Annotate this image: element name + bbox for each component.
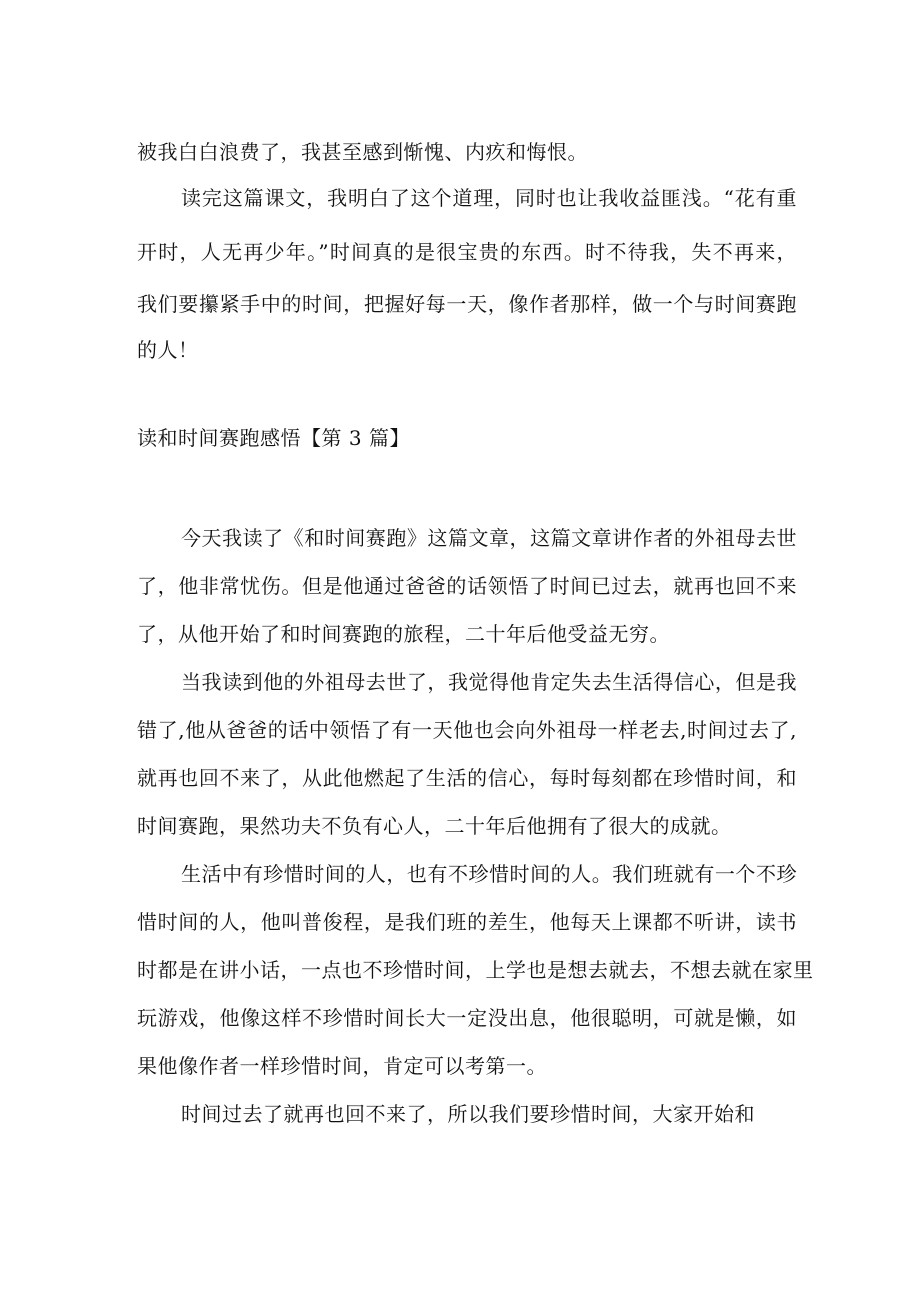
section-heading: 读和时间赛跑感悟【第 3 篇】 <box>137 426 410 450</box>
paragraph-line: 惜时间的人，他叫普俊程，是我们班的差生，他每天上课都不听讲，读书 <box>137 910 797 934</box>
paragraph-line: 了，从他开始了和时间赛跑的旅程，二十年后他受益无穷。 <box>137 622 670 646</box>
paragraph-line: 玩游戏，他像这样不珍惜时间长大一定没出息，他很聪明，可就是懒，如 <box>137 1006 797 1030</box>
paragraph-line: 果他像作者一样珍惜时间，肯定可以考第一。 <box>137 1054 547 1078</box>
paragraph-line: 开时，人无再少年。”时间真的是很宝贵的东西。时不待我，失不再来， <box>137 240 797 264</box>
paragraph-line: 当我读到他的外祖母去世了，我觉得他肯定失去生活得信心，但是我 <box>181 670 797 694</box>
paragraph-line: 错了,他从爸爸的话中领悟了有一天他也会向外祖母一样老去,时间过去了, <box>137 718 797 742</box>
paragraph-line: 生活中有珍惜时间的人，也有不珍惜时间的人。我们班就有一个不珍 <box>181 862 797 886</box>
paragraph-line: 时间赛跑，果然功夫不负有心人，二十年后他拥有了很大的成就。 <box>137 814 732 838</box>
paragraph-line: 我们要攥紧手中的时间，把握好每一天，像作者那样，做一个与时间赛跑 <box>137 292 797 316</box>
paragraph-line: 时都是在讲小话，一点也不珍惜时间，上学也是想去就去，不想去就在家里 <box>137 958 814 982</box>
paragraph-line: 被我白白浪费了，我甚至感到惭愧、内疚和悔恨。 <box>137 140 588 164</box>
paragraph-line: 的人！ <box>137 338 199 362</box>
paragraph-line: 时间过去了就再也回不来了，所以我们要珍惜时间，大家开始和 <box>181 1102 755 1126</box>
paragraph-line: 就再也回不来了，从此他燃起了生活的信心，每时每刻都在珍惜时间，和 <box>137 766 797 790</box>
paragraph-line: 了，他非常忧伤。但是他通过爸爸的话领悟了时间已过去，就再也回不来 <box>137 574 797 598</box>
paragraph-line: 读完这篇课文，我明白了这个道理，同时也让我收益匪浅。“花有重 <box>181 186 797 210</box>
paragraph-line: 今天我读了《和时间赛跑》这篇文章，这篇文章讲作者的外祖母去世 <box>181 526 797 550</box>
